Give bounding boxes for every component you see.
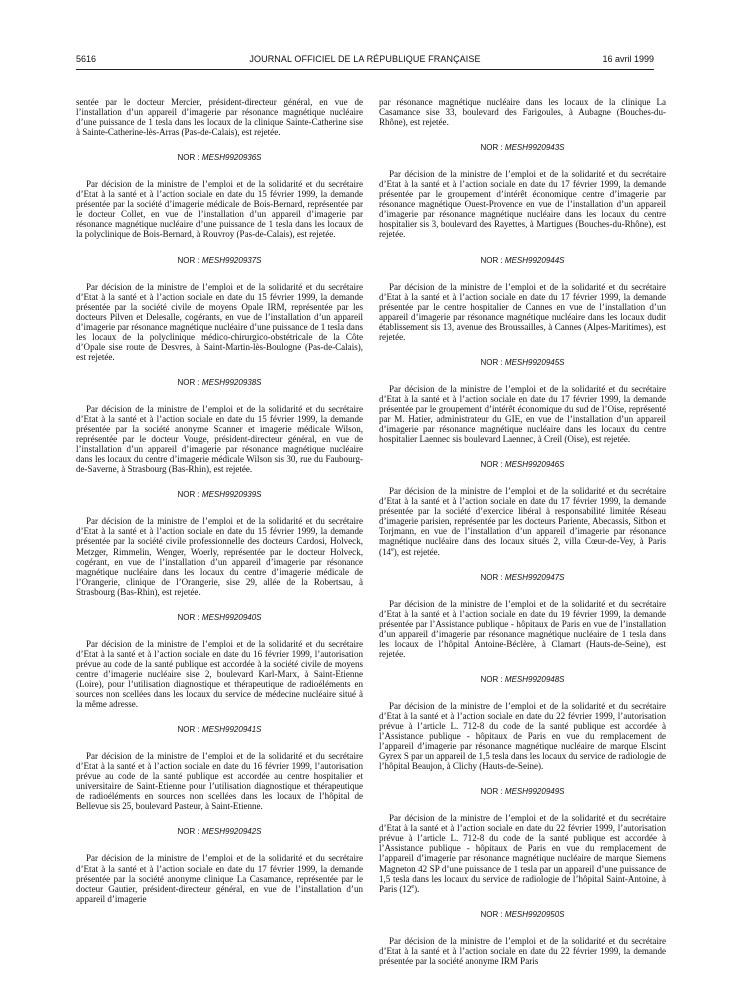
nor-label: NOR :: [480, 674, 505, 684]
nor-reference: [76, 827, 363, 837]
nor-label: NOR :: [177, 377, 202, 387]
nor-reference: [379, 910, 666, 920]
nor-label: NOR :: [177, 255, 202, 265]
right-column: [379, 97, 666, 966]
decision-paragraph: Par décision de la ministre de l’emploi et de la solidarité et du secrétaire d’Etat à la santé et à l’action sociale en date du 22 février 1999, la demande présentée par la société anonyme IRM Paris: [379, 935, 666, 966]
nor-label: NOR :: [480, 357, 505, 367]
nor-id: MESH9920946S: [504, 460, 565, 470]
nor-reference: [76, 490, 363, 500]
decision-paragraph: Par décision de la ministre de l’emploi et de la solidarité et du secrétaire d’Etat à la santé et à l’action sociale en date du 17 février 1999, la demande présentée par la société d’exercice libéral à responsabilité limitée Réseau d’imagerie parisien, représentée par les docteurs Pariente, Abecassis, Sitbon et Torjmann, en vue de l’installation d’un appareil d’imagerie par résonance magnétique nucléaire dans des locaux situés 2, villa Cœur-de-Vey, à Paris (14e), est rejetée.: [379, 486, 666, 557]
decision-paragraph: Par décision de la ministre de l’emploi et de la solidarité et du secrétaire d’Etat à la santé et à l’action sociale en date du 22 février 1999, l’autorisation prévue à l’article L. 712-8 du code de la santé publique est accordée à l’Assistance publique - hôpitaux de Paris en vue du remplacement de l’appareil d’imagerie par résonance magnétique nucléaire de marque Siemens Magneton 42 SP d’une puissance de 1 tesla par un appareil d’une puissance de 1,5 tesla dans les locaux du service de radiologie de l’hôpital Saint-Antoine, à Paris (12e).: [379, 813, 666, 894]
nor-label: NOR :: [177, 827, 202, 837]
nor-id: MESH9920945S: [504, 357, 565, 367]
page-number: 5616: [76, 54, 97, 64]
nor-id: MESH9920947S: [504, 572, 565, 582]
nor-label: NOR :: [480, 909, 505, 919]
decision-paragraph: Par décision de la ministre de l’emploi et de la solidarité et du secrétaire d’Etat à la santé et à l’action sociale en date du 16 février 1999, l’autorisation prévue au code de la santé publique est accordée au centre hospitalier et universitaire de Saint-Etienne pour l’utilisation diagnostique et thérapeutique de radioéléments en sources non scellées dans les locaux de l’hôpital de Bellevue sis 25, boulevard Pasteur, à Saint-Etienne.: [76, 751, 363, 812]
nor-reference: [379, 787, 666, 797]
nor-reference: [379, 143, 666, 153]
nor-label: NOR :: [177, 612, 202, 622]
nor-reference: [379, 675, 666, 685]
decision-paragraph: Par décision de la ministre de l’emploi et de la solidarité et du secrétaire d’Etat à la santé et à l’action sociale en date du 19 février 1999, la demande présentée par l’Assistance publique - hôpitaux de Paris en vue de l’installation d’un appareil d’imagerie par résonance magnétique nucléaire de 1 tesla dans les locaux de l’hôpital Antoine-Béclère, à Clamart (Hauts-de-Seine), est rejetée.: [379, 598, 666, 659]
journal-title: JOURNAL OFFICIEL DE LA RÉPUBLIQUE FRANÇAISE: [249, 54, 481, 64]
nor-label: NOR :: [480, 143, 505, 153]
nor-reference: [76, 725, 363, 735]
publication-date: 16 avril 1999: [602, 54, 654, 64]
nor-reference: [379, 358, 666, 368]
decision-paragraph: sentée par le docteur Mercier, président-directeur général, en vue de l’installation d’un appareil d’imagerie par résonance magnétique nucléaire d’une puissance de 1 tesla dans les locaux de la clinique Sainte-Catherine sise à Sainte-Catherine-lès-Arras (Pas-de-Calais), est rejetée.: [76, 97, 363, 138]
nor-reference: [76, 613, 363, 623]
decision-paragraph: par résonance magnétique nucléaire dans les locaux de la clinique La Casamance sise 33, boulevard des Farigoules, à Aubagne (Bouches-du-Rhône), est rejetée.: [379, 97, 666, 128]
nor-id: MESH9920943S: [504, 143, 565, 153]
nor-id: MESH9920948S: [504, 674, 565, 684]
header-rule: [76, 69, 654, 70]
nor-id: MESH9920942S: [201, 827, 262, 837]
nor-id: MESH9920940S: [201, 612, 262, 622]
nor-id: MESH9920949S: [504, 787, 565, 797]
nor-id: MESH9920944S: [504, 255, 565, 265]
left-column: [76, 97, 363, 904]
decision-paragraph: Par décision de la ministre de l’emploi et de la solidarité et du secrétaire d’Etat à la santé et à l’action sociale en date du 15 février 1999, la demande présentée par la société d’imagerie médicale de Bois-Bernard, représentée par le docteur Collet, en vue de l’installation d’un appareil d’imagerie par résonance magnétique nucléaire d’une puissance de 1 tesla dans les locaux de la polyclinique de Bois-Bernard, à Rouvroy (Pas-de-Calais), est rejetée.: [76, 179, 363, 240]
nor-reference: [379, 573, 666, 583]
nor-label: NOR :: [480, 572, 505, 582]
nor-reference: [76, 378, 363, 388]
nor-label: NOR :: [177, 153, 202, 163]
nor-id: MESH9920939S: [201, 490, 262, 500]
nor-reference: [76, 256, 363, 266]
decision-paragraph: Par décision de la ministre de l’emploi et de la solidarité et du secrétaire d’Etat à la santé et à l’action sociale en date du 15 février 1999, la demande présentée par la société civile de moyens Opale IRM, représentée par les docteurs Pilven et Delesalle, cogérants, en vue de l’installation d’un appareil d’imagerie par résonance magnétique nucléaire d’une puissance de 1 tesla dans les locaux de la polyclinique médico-chirurgico-obstétricale de la Côte d’Opale sise route de Desvres, à Saint-Martin-lès-Boulogne (Pas-de-Calais), est rejetée.: [76, 281, 363, 362]
decision-paragraph: Par décision de la ministre de l’emploi et de la solidarité et du secrétaire d’Etat à la santé et à l’action sociale en date du 17 février 1999, la demande présentée par le groupement d’intérêt économique centre d’imagerie par résonance magnétique Ouest-Provence en vue de l’installation d’un appareil d’imagerie par résonance magnétique nucléaire dans les locaux du centre hospitalier sis 3, boulevard des Rayettes, à Martigues (Bouches-du-Rhône), est rejetée.: [379, 169, 666, 240]
nor-label: NOR :: [480, 460, 505, 470]
decision-paragraph: Par décision de la ministre de l’emploi et de la solidarité et du secrétaire d’Etat à la santé et à l’action sociale en date du 22 février 1999, l’autorisation prévue à l’article L. 712-8 du code de la santé publique est accordée à l’Assistance publique - hôpitaux de Paris en vue du remplacement de l’appareil d’imagerie par résonance magnétique nucléaire de marque Elscint Gyrex S par un appareil de 1,5 tesla dans les locaux du service de radiologie de l’hôpital Beaujon, à Clichy (Hauts-de-Seine).: [379, 700, 666, 772]
nor-id: MESH9920941S: [201, 725, 262, 735]
nor-id: MESH9920950S: [504, 909, 565, 919]
decision-paragraph: Par décision de la ministre de l’emploi et de la solidarité et du secrétaire d’Etat à la santé et à l’action sociale en date du 17 février 1999, la demande présentée par le groupement d’intérêt économique du sud de l’Oise, représenté par M. Hatier, administrateur du GIE, en vue de l’installation d’un appareil d’imagerie par résonance magnétique nucléaire dans les locaux du centre hospitalier Laennec sis boulevard Laennec, à Creil (Oise), est rejetée.: [379, 383, 666, 445]
nor-label: NOR :: [177, 490, 202, 500]
nor-label: NOR :: [480, 787, 505, 797]
nor-id: MESH9920937S: [201, 255, 262, 265]
decision-paragraph: Par décision de la ministre de l’emploi et de la solidarité et du secrétaire d’Etat à la santé et à l’action sociale en date du 15 février 1999, la demande présentée par la société anonyme Scanner et imagerie médicale Wilson, représentée par le docteur Vouge, président-directeur général, en vue de l’installation d’un appareil d’imagerie par résonance magnétique nucléaire dans les locaux du centre d’imagerie médicale Wilson sis 30, rue du Faubourg-de-Saverne, à Strasbourg (Bas-Rhin), est rejetée.: [76, 403, 363, 475]
nor-label: NOR :: [480, 255, 505, 265]
decision-paragraph: Par décision de la ministre de l’emploi et de la solidarité et du secrétaire d’Etat à la santé et à l’action sociale en date du 17 février 1999, la demande présentée par le centre hospitalier de Cannes en vue de l’installation d’un appareil d’imagerie par résonance magnétique nucléaire dans les locaux dudit établissement sis 13, avenue des Broussailles, à Cannes (Alpes-Maritimes), est rejetée.: [379, 281, 666, 342]
nor-reference: [379, 256, 666, 266]
nor-id: MESH9920938S: [201, 377, 262, 387]
nor-reference: [379, 460, 666, 470]
nor-label: NOR :: [177, 725, 202, 735]
nor-id: MESH9920936S: [201, 153, 262, 163]
page-header: [76, 54, 654, 68]
decision-paragraph: Par décision de la ministre de l’emploi et de la solidarité et du secrétaire d’Etat à la santé et à l’action sociale en date du 16 février 1999, l’autorisation prévue au code de la santé publique est accordée à la société civile de moyens centre d’imagerie nucléaire sise 2, boulevard Karl-Marx, à Saint-Etienne (Loire), pour l’utilisation diagnostique et thérapeutique de radioéléments en sources non scellées dans les locaux du service de médecine nucléaire situé à la même adresse.: [76, 638, 363, 710]
decision-paragraph: Par décision de la ministre de l’emploi et de la solidarité et du secrétaire d’Etat à la santé et à l’action sociale en date du 15 février 1999, la demande présentée par la société civile professionnelle des docteurs Cardosi, Holveck, Metzger, Rimmelin, Wenger, Woerly, représentée par le docteur Holveck, cogérant, en vue de l’installation d’un appareil d’imagerie par résonance magnétique nucléaire dans les locaux du centre d’imagerie médicale de l’Orangerie, clinique de l’Orangerie, sise 29, allée de la Robertsau, à Strasbourg (Bas-Rhin), est rejetée.: [76, 516, 363, 597]
nor-reference: [76, 153, 363, 163]
decision-paragraph: Par décision de la ministre de l’emploi et de la solidarité et du secrétaire d’Etat à la santé et à l’action sociale en date du 17 février 1999, la demande présentée par la société anonyme clinique La Casamance, représentée par le docteur Gautier, président-directeur général, en vue de l’installation d’un appareil d’imagerie: [76, 853, 363, 904]
